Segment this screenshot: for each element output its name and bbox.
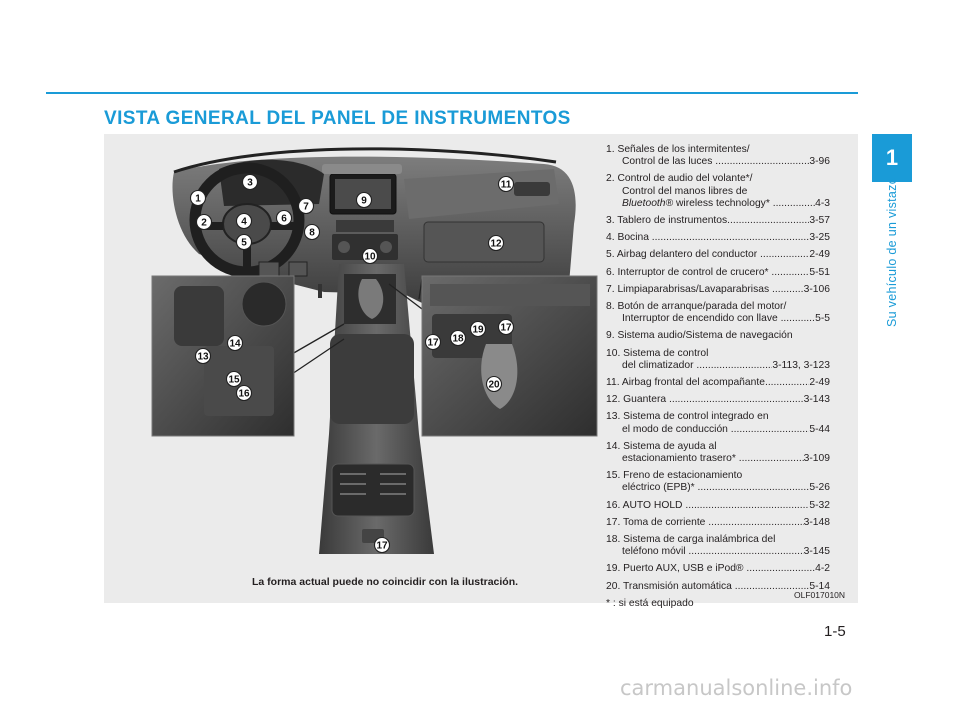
legend-line (606, 394, 830, 406)
rear-vent (332, 464, 414, 516)
legend-item (606, 411, 830, 435)
leader-dots (652, 232, 810, 244)
legend-text: 7. Limpiaparabrisas/Lavaparabrisas (606, 283, 772, 295)
legend-line (606, 441, 830, 453)
chapter-side-label (865, 177, 919, 327)
legend-page-ref: 3-25 (809, 232, 830, 244)
legend-line (606, 500, 830, 512)
legend-line (606, 330, 830, 342)
leader-dots (781, 313, 816, 325)
legend-line (606, 313, 830, 325)
legend-item (606, 534, 830, 558)
leader-dots (688, 546, 803, 558)
legend-page-ref: 4-3 (815, 197, 830, 209)
climate-knob (338, 241, 350, 253)
svg-text:15: 15 (228, 374, 240, 386)
legend-item (606, 249, 830, 261)
leader-dots (708, 517, 803, 529)
chapter-tab[interactable]: 1 (872, 134, 912, 182)
svg-text:6: 6 (281, 213, 287, 225)
legend-text: 8. Botón de arranque/parada del motor/ (606, 301, 787, 313)
chapter-title: Su vehículo de un vistazo (885, 177, 900, 327)
legend-text: Bluetooth® wireless technology* (622, 197, 773, 209)
legend-item (606, 517, 830, 529)
pedal (289, 262, 307, 276)
legend-text: 1. Señales de los intermitentes/ (606, 144, 750, 155)
leader-dots (765, 377, 809, 389)
pedal (259, 262, 279, 276)
legend-line (606, 232, 830, 244)
legend-page-ref: 3-143 (803, 394, 830, 406)
climate-knob (380, 241, 392, 253)
legend-text: 2. Control de audio del volante*/ (606, 173, 753, 185)
control-panel (336, 220, 394, 232)
svg-text:7: 7 (303, 201, 309, 213)
legend-text: 15. Freno de estacionamiento (606, 470, 743, 482)
legend-page-ref: 5-14 (809, 580, 830, 592)
legend-item (606, 500, 830, 512)
legend-text: 5. Airbag delantero del conductor (606, 249, 760, 261)
watermark: carmanualsonline.info (620, 676, 853, 700)
legend-line (606, 563, 830, 575)
leader-dots (772, 284, 804, 296)
legend-item (606, 563, 830, 575)
legend-line (606, 301, 830, 313)
svg-text:16: 16 (238, 388, 250, 400)
legend-page-ref: 3-96 (809, 156, 830, 168)
legend-line (606, 534, 830, 546)
leader-dots (727, 215, 809, 227)
legend-line (606, 360, 830, 372)
legend-line (606, 482, 830, 494)
legend-line (606, 156, 830, 168)
svg-text:2: 2 (201, 217, 207, 229)
legend-item (606, 377, 830, 389)
legend-text: Interruptor de encendido con llave (622, 313, 781, 325)
legend-text: 16. AUTO HOLD (606, 499, 686, 511)
legend-text: 6. Interruptor de control de crucero* (606, 266, 772, 278)
legend-text: el modo de conducción (622, 423, 731, 435)
left-inset-shifter (174, 286, 224, 346)
legend-line (606, 284, 830, 296)
svg-text:13: 13 (197, 351, 209, 363)
legend-page-ref: 2-49 (809, 377, 830, 389)
legend-item (606, 394, 830, 406)
svg-text:14: 14 (229, 338, 241, 350)
legend-page-ref: 3-57 (809, 215, 830, 227)
legend-text: 9. Sistema audio/Sistema de navegación (606, 330, 793, 342)
figure-code: OLF017010N (794, 590, 846, 600)
leader-dots (715, 156, 809, 168)
pedal (318, 284, 322, 298)
legend-line (606, 173, 830, 185)
legend-line (606, 411, 830, 423)
svg-text:3: 3 (247, 177, 253, 189)
leader-dots (773, 198, 815, 210)
legend-page-ref: 5-32 (809, 499, 830, 511)
svg-text:4: 4 (241, 216, 247, 228)
leader-dots (669, 394, 804, 406)
legend-item (606, 330, 830, 342)
legend-line (606, 517, 830, 529)
legend-line (606, 186, 830, 198)
legend-text: 12. Guantera (606, 394, 669, 406)
leader-dots (771, 267, 809, 279)
right-inset-switches (430, 284, 590, 306)
legend-item (606, 441, 830, 465)
left-inset-cupholder (242, 282, 286, 326)
svg-text:12: 12 (490, 238, 502, 250)
legend-item (606, 470, 830, 494)
legend-item (606, 173, 830, 210)
legend-page-ref: 5-51 (809, 266, 830, 278)
legend-line (606, 144, 830, 156)
leader-dots (696, 360, 772, 372)
legend-page-ref: 3-109 (803, 453, 830, 465)
leader-dots (739, 453, 804, 465)
legend-line (606, 424, 830, 436)
legend-text: 3. Tablero de instrumentos (606, 215, 728, 227)
center-vent (322, 164, 402, 174)
leader-dots (698, 482, 810, 494)
legend-line (606, 348, 830, 360)
leader-dots (731, 424, 810, 436)
svg-text:18: 18 (452, 333, 464, 345)
legend-item (606, 301, 830, 325)
legend-text: 18. Sistema de carga inalámbrica del (606, 534, 776, 546)
svg-text:9: 9 (361, 195, 367, 207)
legend-text: teléfono móvil (622, 546, 689, 558)
legend-line (606, 546, 830, 558)
legend-text: 13. Sistema de control integrado en (606, 411, 769, 423)
legend-line (606, 377, 830, 389)
leader-dots (746, 563, 815, 575)
legend-page-ref: 5-5 (815, 313, 830, 325)
legend-item (606, 144, 830, 168)
svg-text:11: 11 (500, 179, 512, 191)
legend-line (606, 581, 830, 593)
legend-page-ref: 5-26 (809, 482, 830, 494)
legend-text: 14. Sistema de ayuda al (606, 440, 717, 452)
legend-line (606, 215, 830, 227)
legend-page-ref: 3-113, 3-123 (772, 359, 830, 371)
legend-line (606, 198, 830, 210)
leader-dots (685, 500, 809, 512)
legend-text: Control del manos libres de (622, 185, 748, 197)
legend-text: 4. Bocina (606, 232, 652, 244)
page-title: VISTA GENERAL DEL PANEL DE INSTRUMENTOS (104, 108, 571, 129)
leader-dots (760, 249, 809, 261)
svg-text:17: 17 (500, 322, 512, 334)
legend-item (606, 581, 830, 593)
figure-caption: La forma actual puede no coincidir con la ilustración. (252, 576, 519, 588)
legend-item (606, 215, 830, 227)
legend-text: 19. Puerto AUX, USB e iPod® (606, 563, 747, 575)
legend-page-ref: 3-106 (803, 283, 830, 295)
legend-page-ref: 5-44 (809, 423, 830, 435)
legend-page-ref: 3-145 (803, 546, 830, 558)
legend-text: Control de las luces (622, 156, 716, 168)
legend-item (606, 284, 830, 296)
svg-text:10: 10 (364, 251, 376, 263)
legend-page-ref: 3-148 (803, 516, 830, 528)
legend-text: 17. Toma de corriente (606, 516, 709, 528)
leader-dots (735, 581, 810, 593)
legend-line (606, 249, 830, 261)
svg-text:19: 19 (472, 324, 484, 336)
svg-text:8: 8 (309, 227, 315, 239)
legend-text: 20. Transmisión automática (606, 580, 735, 592)
page-number: 1-5 (824, 623, 846, 640)
legend-text: 11. Airbag frontal del acompañante (606, 377, 765, 389)
footnote: * : si está equipado (606, 597, 694, 609)
legend-item (606, 267, 830, 279)
legend-text: del climatizador (622, 359, 697, 371)
legend-list (606, 144, 830, 610)
legend-page-ref: 4-2 (815, 563, 830, 575)
legend-text: estacionamiento trasero* (622, 453, 739, 465)
legend-text: 10. Sistema de control (606, 347, 709, 359)
legend-item (606, 348, 830, 372)
legend-item (606, 232, 830, 244)
svg-text:17: 17 (376, 540, 388, 552)
top-rule (46, 92, 858, 94)
legend-line (606, 267, 830, 279)
legend-line (606, 470, 830, 482)
right-vent (514, 182, 550, 196)
svg-text:17: 17 (427, 337, 439, 349)
legend-line (606, 453, 830, 465)
legend-text: eléctrico (EPB)* (622, 482, 698, 494)
svg-text:5: 5 (241, 237, 247, 249)
svg-text:20: 20 (488, 379, 500, 391)
armrest (330, 334, 414, 424)
svg-text:1: 1 (195, 193, 201, 205)
glovebox (424, 222, 544, 262)
legend-page-ref: 2-49 (809, 249, 830, 261)
